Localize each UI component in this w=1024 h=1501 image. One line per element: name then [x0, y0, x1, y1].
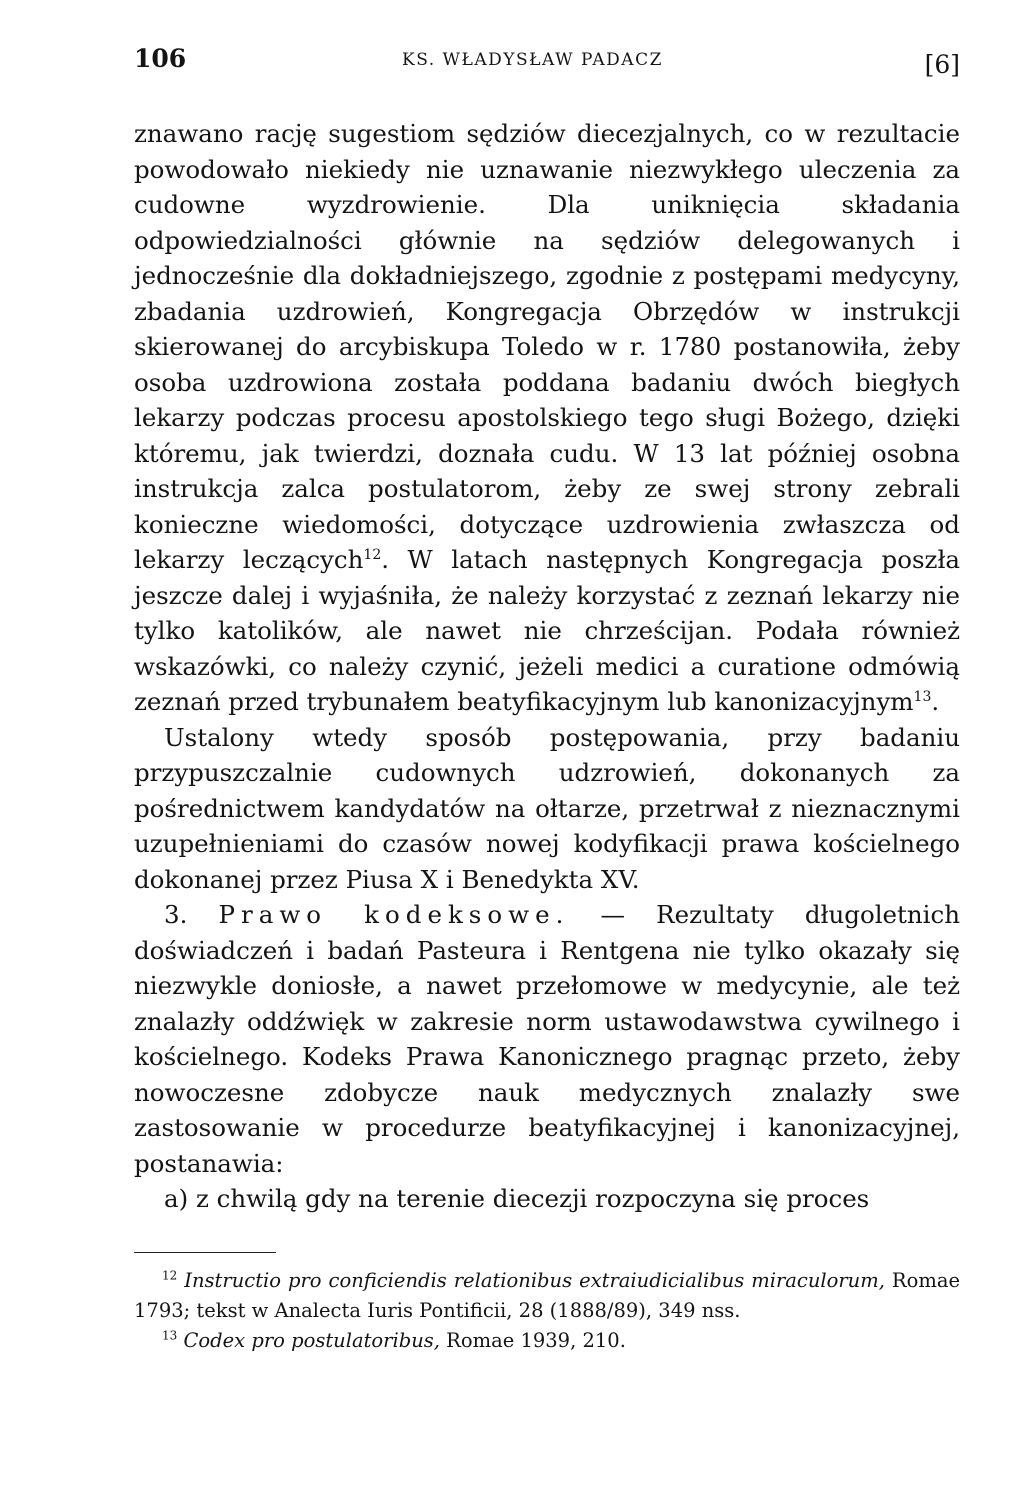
page-number: 106 — [134, 44, 187, 73]
body-text — [134, 116, 960, 1217]
paragraph-4: a) z chwilą gdy na terenie diecezji rozpoczyna się proces — [164, 1184, 870, 1213]
footnote-number: 13 — [162, 1328, 178, 1343]
footnote-rule — [134, 1252, 276, 1253]
paragraph-1-part-a: znawano rację sugestiom sędziów diecezjalnych, co w rezultacie powodowało niekiedy nie uznawanie niezwykłego uleczenia za cudowne wyzdrowienie. Dla uniknięcia składania odpowiedzialności głównie na sędziów delegowanych i jednocześnie dla dokładniejszego, zgodnie z postępami medycyny, zbadania uzdrowień, Kongregacja Obrzędów w instrukcji skierowanej do arcybiskupa Toledo w r. 1780 postanowiła, żeby osoba uzdrowiona została poddana badaniu dwóch biegłych lekarzy podczas procesu apostolskiego tego sługi Bożego, dzięki któremu, jak twierdzi, doznała cudu. W 13 lat później osobna instrukcja zalca postulatorom, żeby ze swej strony zebrali konieczne wiedomości, dotyczące uzdrowienia zwłaszcza od lekarzy leczących — [134, 119, 960, 574]
section-heading: Prawo kodeksowe. — [218, 900, 570, 929]
paragraph-3 — [134, 897, 960, 1181]
footnote-12 — [134, 1266, 960, 1326]
paragraph-1 — [134, 116, 960, 720]
paragraph-3-text: — Rezultaty długoletnich doświadczeń i badań Pasteura i Rentgena nie tylko okazały się niezwykle doniosłe, a nawet przełomowe w medycynie, ale też znalazły oddźwięk w zakresie norm ustawodawstwa cywilnego i kościelnego. Kodeks Prawa Kanonicznego pragnąc przeto, żeby nowoczesne zdobycze nauk medycznych znalazły swe zastosowanie w procedurze beatyfikacyjnej i kanonizacyjnej, postanawia: — [134, 900, 960, 1178]
footnote-text: Romae 1939, 210. — [439, 1329, 626, 1352]
footnote-ref-12: 12 — [363, 546, 382, 563]
paragraph-1-part-c: . — [931, 687, 940, 716]
running-title: KS. WŁADYSŁAW PADACZ — [402, 50, 663, 70]
paragraph-2: Ustalony wtedy sposób postępowania, przy badaniu przypuszczalnie cudownych udzrowień, dokonanych za pośrednictwem kandydatów na ołtarze, przetrwał z nieznacznymi uzupełnieniami do czasów nowej kodyfikacji prawa kościelnego dokonanej przez Piusa X i Benedykta XV. — [134, 722, 960, 894]
page-header — [134, 44, 960, 84]
footnotes — [134, 1266, 960, 1356]
footnote-number: 12 — [162, 1268, 178, 1283]
footnote-text: Romae 1793; tekst w Analecta Iuris Pontificii, 28 (1888/89), 349 nss. — [134, 1269, 961, 1322]
section-marker: [6] — [924, 50, 960, 79]
footnote-title: Instructio pro conficiendis relationibus extraiudicialibus miraculorum, — [184, 1269, 885, 1292]
footnote-ref-13: 13 — [913, 688, 932, 705]
section-number: 3. — [164, 900, 188, 929]
paragraph-1-part-b: . W latach następnych Kongregacja poszła jeszcze dalej i wyjaśniła, że należy korzystać z zeznań lekarzy nie tylko katolików, ale nawet nie chrześcijan. Podała również wskazówki, co należy czynić, jeżeli medici a curatione odmówią zeznań przed trybunałem beatyfikacyjnym lub kanonizacyjnym — [134, 545, 961, 716]
footnote-13 — [134, 1326, 960, 1356]
footnote-title: Codex pro postulatoribus, — [183, 1329, 440, 1352]
